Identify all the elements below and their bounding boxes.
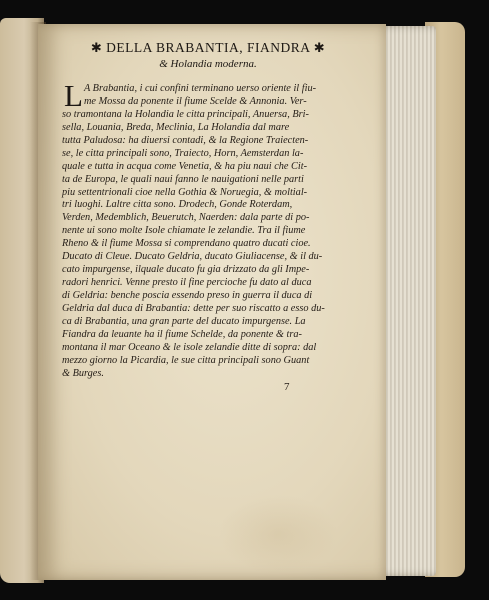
text-line: nente ui sono molte Isole chiamate le zelandie. Tra il fiume <box>62 225 306 237</box>
asterisk-ornament-icon: ✱ <box>90 40 103 55</box>
text-line: so tramontana la Holandia le citta principali, Anuersa, Bri- <box>62 108 309 120</box>
text-line: tri luoghi. Laltre citta sono. Drodech, Gonde Roterdam, <box>62 199 293 211</box>
page-number: 7 <box>284 381 290 393</box>
text-line: sella, Louania, Breda, Meclinia, La Holandia dal mare <box>62 121 290 133</box>
text-line: quale e tutta in acqua come Venetia, & ha piu naui che Cit- <box>62 160 308 172</box>
text-line: ca di Brabantia, una gran parte del ducato impurgense. La <box>62 315 306 327</box>
text-line: ta de Europa, le quali naui fanno le nauigationi nelle parti <box>62 173 304 185</box>
paper-stain <box>218 494 338 574</box>
text-line: montana il mar Oceano & le isole zelandie ditte di sopra: dal <box>62 341 317 353</box>
body-text <box>62 78 362 381</box>
heading-title <box>58 40 358 56</box>
text-line: se, le citta principali sono, Traiecto, Horn, Aemsterdan la- <box>62 147 304 159</box>
chapter-heading <box>58 40 358 72</box>
text-line: Geldria dal duca di Brabantia: dette per suo riscatto a esso du- <box>62 302 325 314</box>
heading-subtitle: & Holandia moderna. <box>159 58 257 70</box>
text-line: A Brabantia, i cui confini terminano uerso oriente il fiu- <box>84 83 317 94</box>
text-line: cato impurgense, ilquale ducato fu gia drizzato da gli Impe- <box>62 264 310 276</box>
text-line: di Geldria: benche poscia essendo preso in guerra il duca di <box>62 290 313 301</box>
text-line: me Mossa da ponente il fiume Scelde & Annonia. Ver- <box>84 95 307 107</box>
asterisk-ornament-icon: ✱ <box>313 40 326 55</box>
drop-cap: L <box>64 78 83 113</box>
text-line: piu settentrionali cioe nella Gothia & Noruegia, & moltial- <box>62 186 308 198</box>
text-line: Fiandra da leuante ha il fiume Schelde, da ponente & tra- <box>62 328 302 340</box>
text-line: tutta Paludosa: ha diuersi contadi, & la Regione Traiecten- <box>62 134 309 146</box>
text-line: mezzo giorno la Picardia, le sue citta principali sono Guant <box>62 354 310 366</box>
text-line: Ducato di Cleue. Ducato Geldria, ducato Giuliacense, & il du- <box>62 251 323 263</box>
text-line: radori henrici. Venne presto il fine percioche fu dato al duca <box>62 277 312 289</box>
heading-title-text: DELLA BRABANTIA, FIANDRA <box>106 40 310 55</box>
text-line: & Burges. <box>62 367 104 379</box>
text-line: Rheno & il fiume Mossa si comprendano quatro ducati cioe. <box>62 238 311 250</box>
text-line: Verden, Medemblich, Beuerutch, Naerden: dala parte di po- <box>62 212 310 224</box>
